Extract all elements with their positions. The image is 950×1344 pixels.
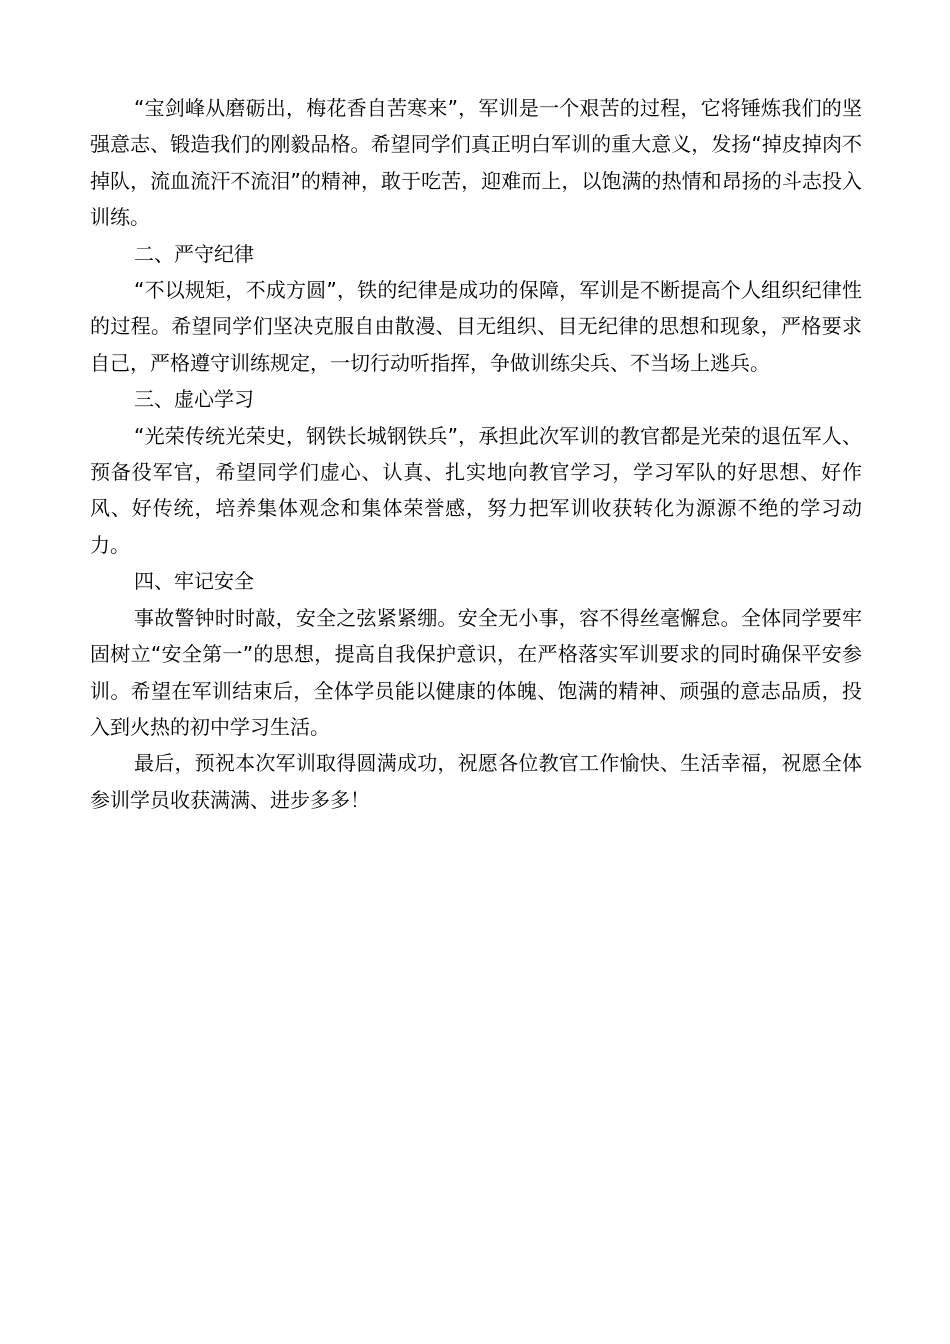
paragraph-learning: “光荣传统光荣史，钢铁长城钢铁兵”，承担此次军训的教官都是光荣的退伍军人、预备役军官，希望同学们虚心、认真、扎实地向教官学习，学习军队的好思想、好作风、好传统，培养集体观念和集体荣誉感，努力把军训收获转化为源源不绝的学习动力。: [90, 423, 862, 557]
document-page: [90, 90, 862, 818]
paragraph-closing: 最后，预祝本次军训取得圆满成功，祝愿各位教官工作愉快、生活幸福，祝愿全体参训学员收获满满、进步多多！: [90, 751, 862, 812]
heading-discipline: 二、严守纪律: [134, 241, 254, 266]
paragraph-discipline: “不以规矩，不成方圆”，铁的纪律是成功的保障，军训是不断提高个人组织纪律性的过程。希望同学们坚决克服自由散漫、目无组织、目无纪律的思想和现象，严格要求自己，严格遵守训练规定，一切行动听指挥，争做训练尖兵、不当场上逃兵。: [90, 278, 862, 375]
heading-safety: 四、牢记安全: [134, 569, 254, 594]
paragraph-training-hardship: “宝剑峰从磨砺出，梅花香自苦寒来”，军训是一个艰苦的过程，它将锤炼我们的坚强意志、锻造我们的刚毅品格。希望同学们真正明白军训的重大意义，发扬“掉皮掉肉不掉队，流血流汗不流泪”的精神，敢于吃苦，迎难而上，以饱满的热情和昂扬的斗志投入训练。: [90, 96, 862, 230]
heading-learning: 三、虚心学习: [134, 387, 254, 412]
paragraph-safety: 事故警钟时时敲，安全之弦紧紧绷。安全无小事，容不得丝毫懈怠。全体同学要牢固树立“安全第一”的思想，提高自我保护意识，在严格落实军训要求的同时确保平安参训。希望在军训结束后，全体学员能以健康的体魄、饱满的精神、顽强的意志品质，投入到火热的初中学习生活。: [90, 605, 862, 739]
